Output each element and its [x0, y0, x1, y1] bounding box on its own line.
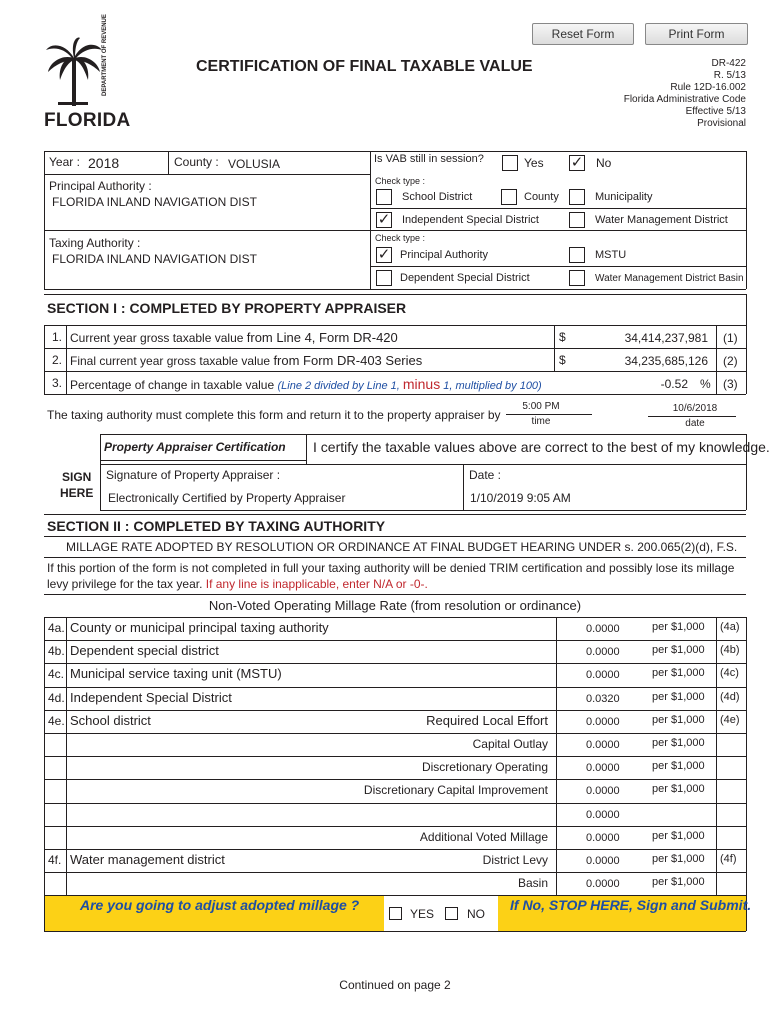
millage-row-code: (4c): [720, 667, 739, 679]
millage-row-code: (4e): [720, 714, 740, 726]
water-management-district-checkbox[interactable]: [569, 212, 585, 228]
millage-row-label: Municipal service taxing unit (MSTU): [70, 666, 282, 681]
check-type-label-2: Check type :: [375, 233, 426, 243]
warning-line-2: levy privilege for the tax year. If any line is inapplicable, enter N/A or -0-.: [47, 577, 428, 591]
per-thousand-label: per $1,000: [652, 667, 705, 679]
line2-desc: Final current year gross taxable value from Form DR-403 Series: [70, 353, 423, 368]
adjust-question: Are you going to adjust adopted millage ?: [80, 897, 360, 913]
county-field[interactable]: VOLUSIA: [228, 157, 281, 171]
millage-rate-field[interactable]: 0.0000: [586, 832, 620, 844]
millage-row-sublabel: Required Local Effort: [426, 713, 548, 728]
line1-value[interactable]: 34,414,237,981: [624, 331, 708, 345]
logo-florida-text: FLORIDA: [44, 110, 131, 131]
millage-row-num: 4e.: [48, 714, 65, 728]
stop-text: If No, STOP HERE, Sign and Submit.: [510, 897, 752, 913]
florida-dor-logo: [44, 14, 131, 131]
line3-num: 3.: [52, 376, 63, 390]
here-label: HERE: [60, 486, 94, 500]
per-thousand-label: per $1,000: [652, 691, 705, 703]
return-date[interactable]: 10/6/2018: [672, 403, 718, 414]
adjust-no-checkbox[interactable]: [445, 907, 458, 920]
mstu-label: MSTU: [595, 249, 627, 261]
millage-row-code: (4a): [720, 621, 740, 633]
wmd-basin-label: Water Management District Basin: [595, 273, 744, 284]
line1-code: (1): [723, 331, 738, 345]
line2-currency: $: [559, 353, 566, 367]
millage-row-code: (4f): [720, 853, 737, 865]
principal-label: Principal Authority :: [49, 179, 152, 193]
millage-heading: MILLAGE RATE ADOPTED BY RESOLUTION OR ORDINANCE AT FINAL BUDGET HEARING UNDER s. 200.065(2)(d), F.S.: [66, 540, 738, 554]
millage-rate-field[interactable]: 0.0000: [586, 646, 620, 658]
vab-yes-label: Yes: [524, 156, 544, 170]
principal-authority-type-label: Principal Authority: [400, 249, 489, 261]
vab-no-label: No: [596, 156, 612, 170]
line1-desc: Current year gross taxable value from Line 4, Form DR-420: [70, 330, 398, 345]
taxing-field[interactable]: FLORIDA INLAND NAVIGATION DIST: [52, 252, 257, 266]
water-management-district-label: Water Management District: [595, 214, 728, 226]
cert-title: Property Appraiser Certification: [104, 440, 286, 454]
vab-yes-checkbox[interactable]: [502, 155, 518, 171]
signature-label: Signature of Property Appraiser :: [106, 468, 281, 482]
table-grid-line: [44, 687, 746, 688]
principal-authority-checkbox[interactable]: ✓: [377, 246, 391, 263]
dependent-special-district-label: Dependent Special District: [400, 272, 530, 284]
print-form-button[interactable]: Print Form: [645, 23, 748, 45]
footer-continued: Continued on page 2: [339, 978, 451, 992]
reset-form-button[interactable]: Reset Form: [532, 23, 634, 45]
principal-field[interactable]: FLORIDA INLAND NAVIGATION DIST: [52, 195, 257, 209]
millage-row-sublabel: Discretionary Operating: [421, 760, 548, 774]
page-title: CERTIFICATION OF FINAL TAXABLE VALUE: [196, 58, 533, 75]
millage-row-label: County or municipal principal taxing authority: [70, 620, 329, 635]
independent-special-district-checkbox[interactable]: ✓: [377, 211, 391, 228]
independent-special-district-label: Independent Special District: [402, 214, 539, 226]
millage-row-num: 4f.: [48, 853, 62, 867]
return-time[interactable]: 5:00 PM: [522, 401, 560, 412]
millage-rate-field[interactable]: 0.0320: [586, 693, 620, 705]
county-checkbox[interactable]: [501, 189, 517, 205]
line1-currency: $: [559, 330, 566, 344]
table-grid-line: [44, 803, 746, 804]
millage-rate-field[interactable]: 0.0000: [586, 739, 620, 751]
table-grid-line: [44, 663, 746, 664]
municipality-checkbox[interactable]: [569, 189, 585, 205]
millage-row-sublabel: District Levy: [482, 853, 548, 867]
table-grid-line: [44, 872, 746, 873]
line3-value[interactable]: -0.52: [660, 377, 688, 391]
cert-date-label: Date :: [469, 468, 502, 482]
table-grid-line: [746, 617, 747, 895]
municipality-label: Municipality: [595, 191, 653, 203]
millage-row-sublabel: Capital Outlay: [472, 737, 548, 751]
per-thousand-label: per $1,000: [652, 876, 705, 888]
wmd-basin-checkbox[interactable]: [569, 270, 585, 286]
return-date-label: date: [685, 418, 705, 429]
per-thousand-label: per $1,000: [652, 760, 705, 772]
millage-row-label: Dependent special district: [70, 643, 219, 658]
form-info: [624, 58, 746, 130]
warning-line-1: If this portion of the form is not completed in full your taxing authority will be denied TRIM certification and possibly lose its millage: [47, 561, 735, 575]
millage-rate-field[interactable]: 0.0000: [586, 809, 620, 821]
school-district-checkbox[interactable]: [376, 189, 392, 205]
table-grid-line: [44, 733, 746, 734]
cert-text: I certify the taxable values above are correct to the best of my knowledge.: [313, 439, 770, 455]
form-info-line: R. 5/13: [713, 70, 746, 81]
per-thousand-label: per $1,000: [652, 737, 705, 749]
vab-label: Is VAB still in session?: [374, 153, 484, 165]
table-grid-line: [44, 849, 746, 850]
line2-value[interactable]: 34,235,685,126: [624, 354, 708, 368]
millage-row-code: (4b): [720, 644, 740, 656]
mstu-checkbox[interactable]: [569, 247, 585, 263]
millage-rate-field[interactable]: 0.0000: [586, 716, 620, 728]
millage-row-num: 4c.: [48, 667, 65, 681]
table-grid-line: [44, 826, 746, 827]
millage-row-sublabel: Discretionary Capital Improvement: [363, 783, 548, 797]
return-time-label: time: [531, 416, 551, 427]
millage-row-num: 4a.: [48, 621, 65, 635]
millage-row-label: Independent Special District: [70, 690, 232, 705]
per-thousand-label: per $1,000: [652, 853, 705, 865]
county-type-label: County: [524, 191, 559, 203]
millage-row-code: (4d): [720, 691, 740, 703]
nonvoted-heading: Non-Voted Operating Millage Rate (from resolution or ordinance): [208, 598, 582, 613]
taxing-label: Taxing Authority :: [49, 236, 141, 250]
section1-title: SECTION I : COMPLETED BY PROPERTY APPRAISER: [47, 300, 407, 316]
vab-no-checkbox[interactable]: ✓: [570, 154, 584, 171]
section2-title: SECTION II : COMPLETED BY TAXING AUTHORITY: [47, 518, 386, 534]
millage-row-num: 4d.: [48, 691, 65, 705]
millage-row-label: Water management district: [70, 852, 225, 867]
adjust-yes-label: YES: [410, 907, 435, 921]
line1-num: 1.: [52, 330, 63, 344]
school-district-label: School District: [402, 191, 473, 203]
table-grid-line: [44, 617, 746, 618]
per-thousand-label: per $1,000: [652, 644, 705, 656]
logo-dept-text: DEPARTMENT OF REVENUE: [102, 14, 108, 96]
signature-field[interactable]: Electronically Certified by Property Appraiser: [108, 491, 346, 505]
millage-row-sublabel: Basin: [517, 876, 548, 890]
per-thousand-label: per $1,000: [652, 783, 705, 795]
adjust-yes-checkbox[interactable]: [389, 907, 402, 920]
form-info-line: Florida Administrative Code: [623, 94, 746, 105]
millage-row-sublabel: Additional Voted Millage: [419, 830, 548, 844]
millage-rate-field[interactable]: 0.0000: [586, 669, 620, 681]
millage-rate-field[interactable]: 0.0000: [586, 878, 620, 890]
line2-num: 2.: [52, 353, 63, 367]
table-grid-line: [44, 710, 746, 711]
per-thousand-label: per $1,000: [652, 714, 705, 726]
form-info-line: Rule 12D-16.002: [670, 82, 746, 93]
return-text: The taxing authority must complete this form and return it to the property appraiser by: [47, 408, 501, 422]
year-label: Year :: [49, 155, 80, 169]
cert-date-field[interactable]: 1/10/2019 9:05 AM: [470, 491, 571, 505]
millage-row-num: 4b.: [48, 644, 65, 658]
millage-rate-field[interactable]: 0.0000: [586, 785, 620, 797]
sign-label: SIGN: [62, 470, 92, 484]
adjust-no-label: NO: [467, 907, 485, 921]
form-info-line: Effective 5/13: [685, 106, 746, 117]
line3-desc: Percentage of change in taxable value (Line 2 divided by Line 1, minus 1, multiplied by 100): [70, 376, 542, 392]
millage-rate-field[interactable]: 0.0000: [586, 762, 620, 774]
form-info-line: DR-422: [711, 58, 746, 69]
millage-rate-field[interactable]: 0.0000: [586, 623, 620, 635]
line2-code: (2): [723, 354, 738, 368]
millage-row-label: School district: [70, 713, 151, 728]
palm-tree-icon: [44, 36, 104, 106]
table-grid-line: [44, 756, 746, 757]
line3-code: (3): [723, 377, 738, 391]
table-grid-line: [44, 640, 746, 641]
per-thousand-label: per $1,000: [652, 830, 705, 842]
year-field[interactable]: 2018: [88, 155, 120, 171]
per-thousand-label: per $1,000: [652, 621, 705, 633]
line3-unit: %: [700, 377, 711, 391]
county-label: County :: [174, 155, 219, 169]
form-info-line: Provisional: [697, 118, 746, 129]
check-type-label: Check type :: [375, 176, 426, 186]
millage-rate-field[interactable]: 0.0000: [586, 855, 620, 867]
table-grid-line: [44, 779, 746, 780]
dependent-special-district-checkbox[interactable]: [376, 270, 392, 286]
